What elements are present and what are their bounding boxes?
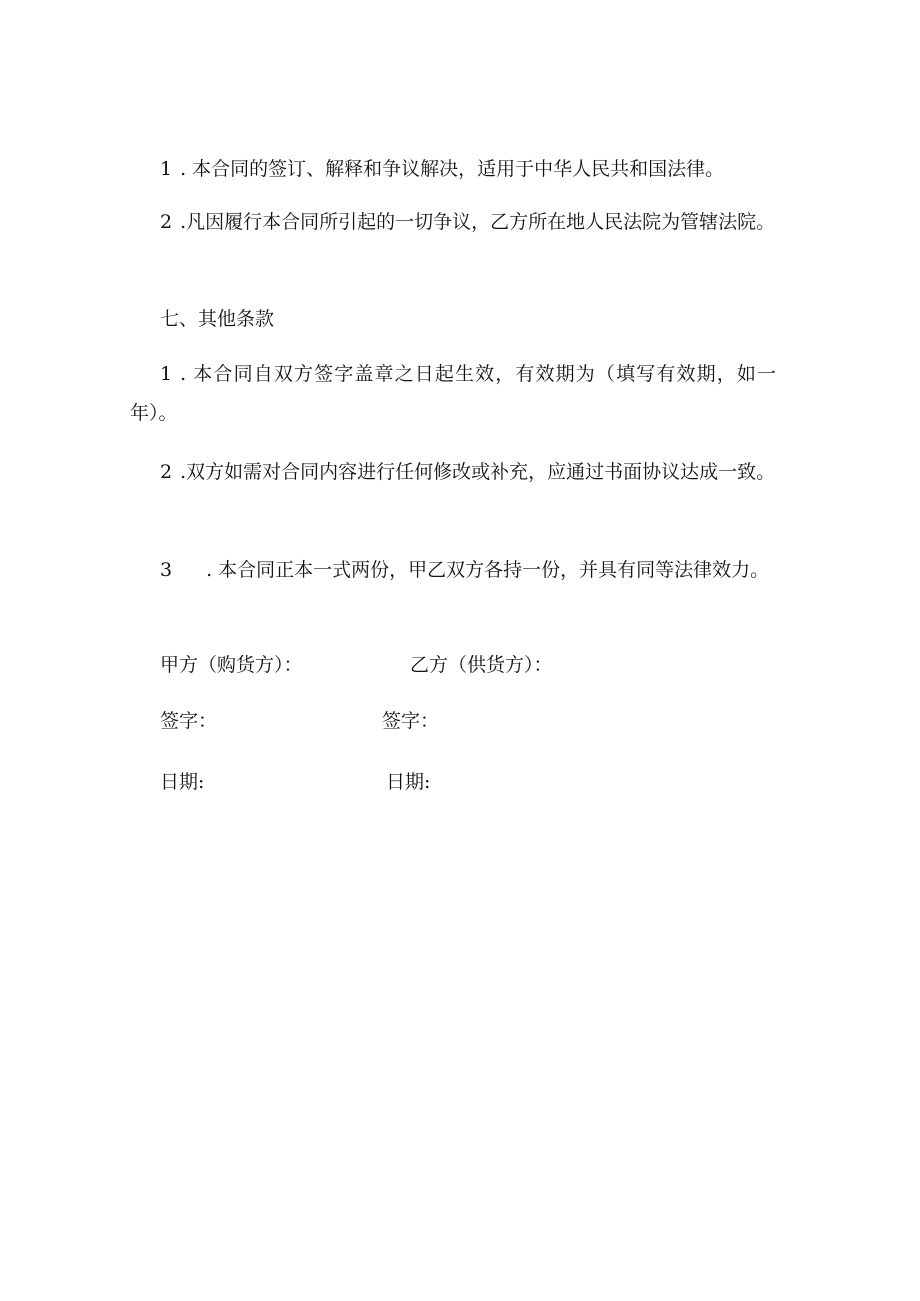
clause-text: . 本合同正本一式两份，甲乙双方各持一份，并具有同等法律效力。: [206, 559, 770, 581]
clause-text: .双方如需对合同内容进行任何修改或补充，应通过书面协议达成一致。: [180, 461, 776, 483]
clause-number: 2: [160, 211, 173, 233]
party-b-date-label: 日期:: [386, 771, 431, 793]
clause-7-2: [130, 453, 776, 492]
clause-text: . 本合同的签订、解释和争议解决，适用于中华人民共和国法律。: [180, 158, 725, 180]
party-a-signature-label: 签字：: [160, 710, 218, 732]
clause-number: 3: [160, 559, 173, 581]
clause-text: .凡因履行本合同所引起的一切争议，乙方所在地人民法院为管辖法院。: [180, 211, 776, 233]
party-a-date-label: 日期:: [160, 771, 205, 793]
clause-text: . 本合同自双方签字盖章之日起生效，有效期为（填写有效期，如一年）。: [130, 363, 776, 424]
clause-6-1: [130, 150, 776, 189]
clause-7-3: [130, 551, 776, 590]
party-b-signature-label: 签字：: [382, 710, 440, 732]
clause-number: 1: [160, 158, 173, 180]
party-b-label: 乙方（供货方）：: [410, 654, 553, 676]
clause-7-1: [130, 355, 776, 433]
clause-number: 2: [160, 461, 173, 483]
clause-number: 1: [160, 363, 173, 385]
party-a-label: 甲方（购货方）：: [160, 654, 303, 676]
clause-6-2: [130, 203, 776, 242]
section-7-heading: 七、其他条款: [160, 308, 275, 330]
